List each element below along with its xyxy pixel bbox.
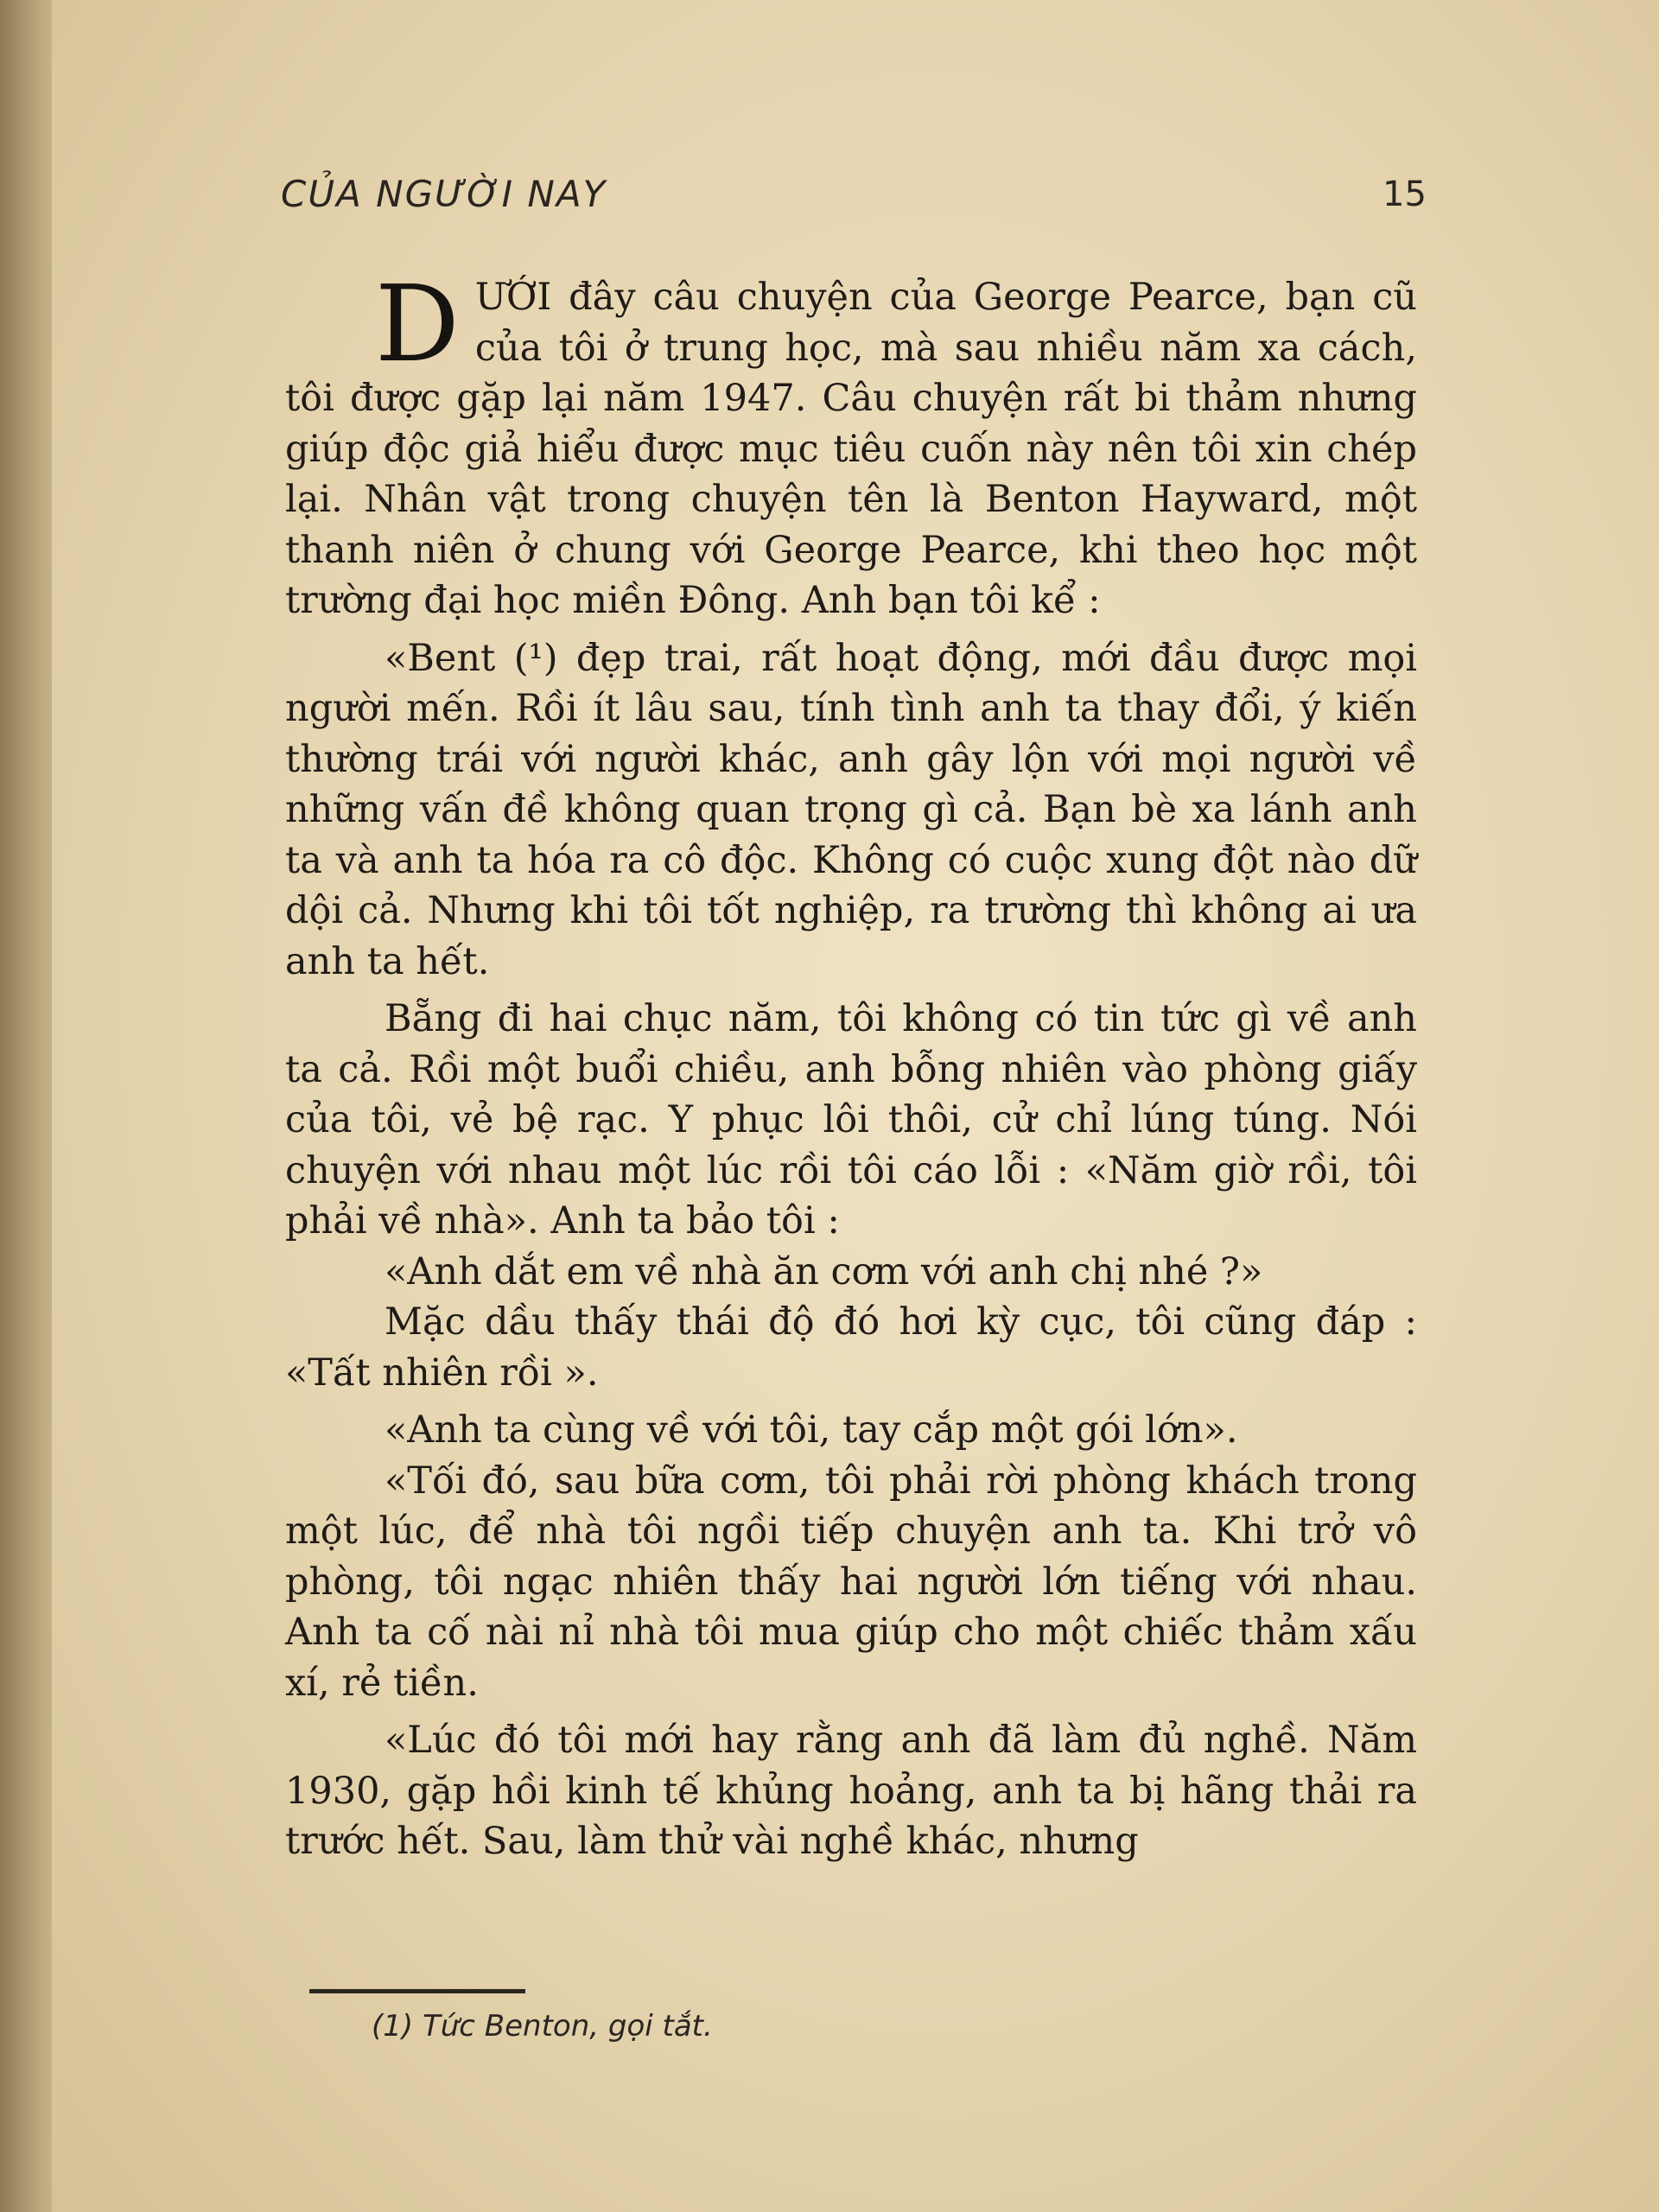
page-number: 15 — [1382, 175, 1427, 214]
paragraph-7: «Tối đó, sau bữa cơm, tôi phải rời phòng khách trong một lúc, để nhà tôi ngồi tiếp chuyện anh ta. Khi trở vô phòng, tôi ngạc nhiên thấy hai người lớn tiếng với nhau. Anh ta cố nài nỉ nhà tôi mua giúp cho một chiếc thảm xấu xí, rẻ tiền. — [285, 1459, 1417, 1705]
footnote-divider — [309, 1989, 525, 1993]
paragraph-1 — [285, 263, 1417, 626]
running-title: CỦA NGƯỜI NAY — [281, 173, 607, 215]
body-text — [285, 263, 1417, 1867]
footnote: (1) Tức Benton, gọi tắt. — [372, 2009, 713, 2044]
paragraph-5: Mặc dầu thấy thái độ đó hơi kỳ cục, tôi cũng đáp : «Tất nhiên rồi ». — [285, 1300, 1417, 1395]
drop-cap: D — [375, 263, 460, 385]
paragraph-4: «Anh dắt em về nhà ăn cơm với anh chị nhé ?» — [385, 1249, 1263, 1294]
paragraph-8: «Lúc đó tôi mới hay rằng anh đã làm đủ nghề. Năm 1930, gặp hồi kinh tế khủng hoảng, anh ta bị hãng thải ra trước hết. Sau, làm thử vài nghề khác, nhưng — [285, 1719, 1417, 1863]
paragraph-6: «Anh ta cùng về với tôi, tay cắp một gói lớn». — [385, 1408, 1238, 1452]
paragraph-1-text: ƯỚI đây câu chuyện của George Pearce, bạn cũ của tôi ở trung học, mà sau nhiều năm xa cách, tôi được gặp lại năm 1947. Câu chuyện rất bi thảm nhưng giúp độc giả hiểu được mục tiêu cuốn này nên tôi xin chép lại. Nhân vật trong chuyện tên là Benton Hayward, một thanh niên ở chung với George Pearce, khi theo học một trường đại học miền Đông. Anh bạn tôi kể : — [285, 276, 1417, 622]
paragraph-3: Bẵng đi hai chục năm, tôi không có tin tức gì về anh ta cả. Rồi một buổi chiều, anh bỗng nhiên vào phòng giấy của tôi, vẻ bệ rạc. Y phục lôi thôi, cử chỉ lúng túng. Nói chuyện với nhau một lúc rồi tôi cáo lỗi : «Năm giờ rồi, tôi phải về nhà». Anh ta bảo tôi : — [285, 997, 1417, 1243]
book-page — [52, 0, 1659, 2212]
paragraph-2: «Bent (¹) đẹp trai, rất hoạt động, mới đầu được mọi người mến. Rồi ít lâu sau, tính tình anh ta thay đổi, ý kiến thường trái với người khác, anh gây lộn với mọi người về những vấn đề không quan trọng gì cả. Bạn bè xa lánh anh ta và anh ta hóa ra cô độc. Không có cuộc xung đột nào dữ dội cả. Nhưng khi tôi tốt nghiệp, ra trường thì không ai ưa anh ta hết. — [285, 636, 1417, 983]
